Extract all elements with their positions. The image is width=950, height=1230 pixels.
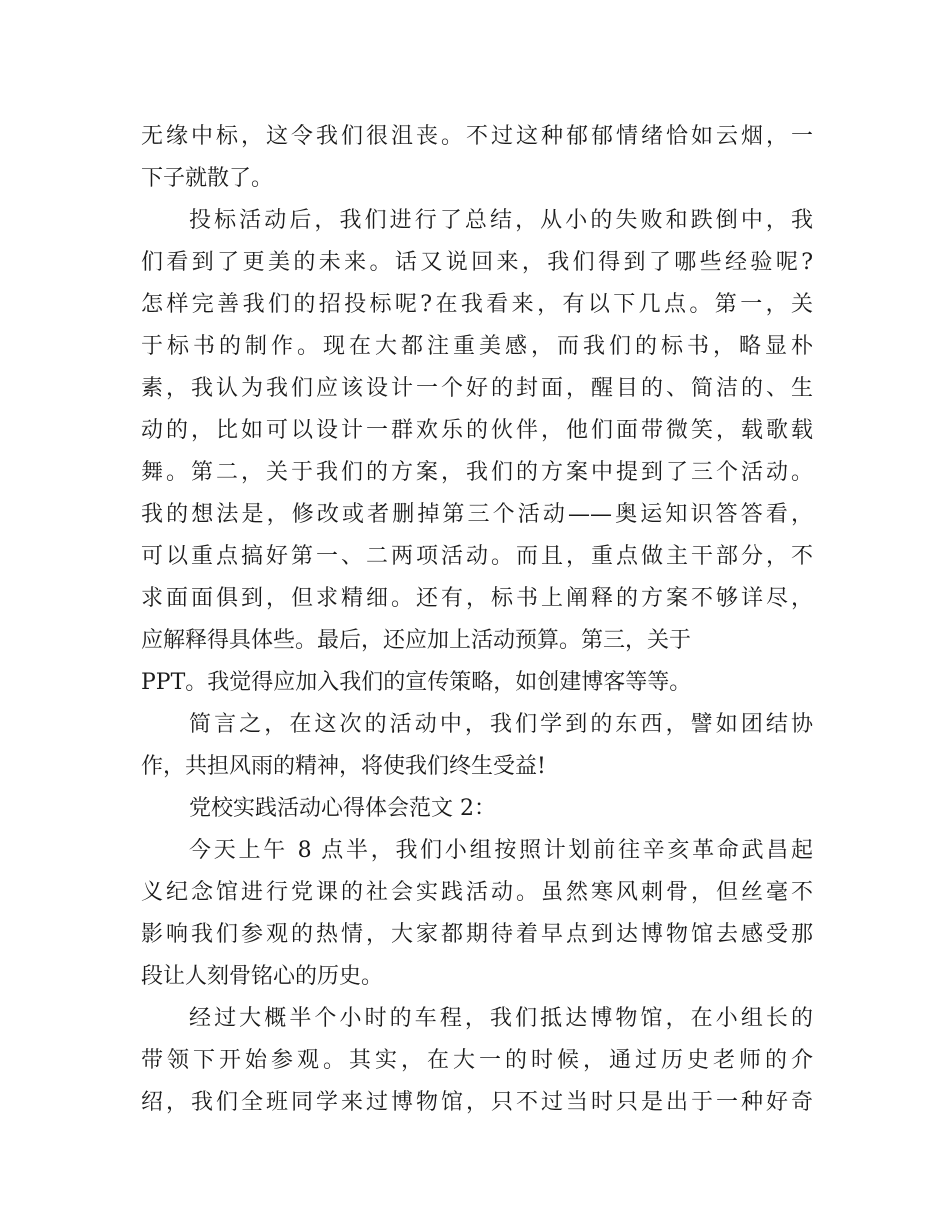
text-line: 可以重点搞好第一、二两项活动。而且，重点做主干部分，不 xyxy=(141,544,813,569)
text-line: 带领下开始参观。其实，在大一的时候，通过历史老师的介 xyxy=(141,1048,813,1073)
text-line: 作，共担风雨的精神，将使我们终生受益! xyxy=(141,754,546,779)
section-heading: 党校实践活动心得体会范文 2： xyxy=(189,796,496,821)
text-line: 段让人刻骨铭心的历史。 xyxy=(141,964,384,989)
document-body xyxy=(141,116,813,1124)
text-line: 绍，我们全班同学来过博物馆，只不过当时只是出于一种好奇 xyxy=(141,1090,813,1115)
text-line: 素，我认为我们应该设计一个好的封面，醒目的、简洁的、生 xyxy=(141,376,813,401)
text-line: 动的，比如可以设计一群欢乐的伙伴，他们面带微笑，载歌载 xyxy=(141,418,813,443)
text-line: 影响我们参观的热情，大家都期待着早点到达博物馆去感受那 xyxy=(141,922,813,947)
text-line: 怎样完善我们的招投标呢?在我看来，有以下几点。第一，关 xyxy=(141,292,813,317)
text-line: 无缘中标，这令我们很沮丧。不过这种郁郁情绪恰如云烟，一 xyxy=(141,124,813,149)
paragraph-first-line: 投标活动后，我们进行了总结，从小的失败和跌倒中，我 xyxy=(189,208,813,233)
text-line: 应解释得具体些。最后，还应加上活动预算。第三，关于 xyxy=(141,628,692,653)
text-line: 舞。第二，关于我们的方案，我们的方案中提到了三个活动。 xyxy=(141,460,813,485)
text-line: 于标书的制作。现在大都注重美感，而我们的标书，略显朴 xyxy=(141,334,813,359)
paragraph-first-line: 经过大概半个小时的车程，我们抵达博物馆，在小组长的 xyxy=(189,1006,813,1031)
text-line: 下子就散了。 xyxy=(141,166,274,191)
paragraph-first-line: 今天上午 8 点半，我们小组按照计划前往辛亥革命武昌起 xyxy=(189,838,813,863)
text-line: 们看到了更美的未来。话又说回来，我们得到了哪些经验呢? xyxy=(141,250,813,275)
text-line: 求面面俱到，但求精细。还有，标书上阐释的方案不够详尽， xyxy=(141,586,813,611)
text-line: PPT。我觉得应加入我们的宣传策略，如创建博客等等。 xyxy=(141,670,692,695)
paragraph-first-line: 简言之，在这次的活动中，我们学到的东西，譬如团结协 xyxy=(189,712,813,737)
text-line: 义纪念馆进行党课的社会实践活动。虽然寒风刺骨，但丝毫不 xyxy=(141,880,813,905)
text-line: 我的想法是，修改或者删掉第三个活动——奥运知识答答看， xyxy=(141,502,813,527)
